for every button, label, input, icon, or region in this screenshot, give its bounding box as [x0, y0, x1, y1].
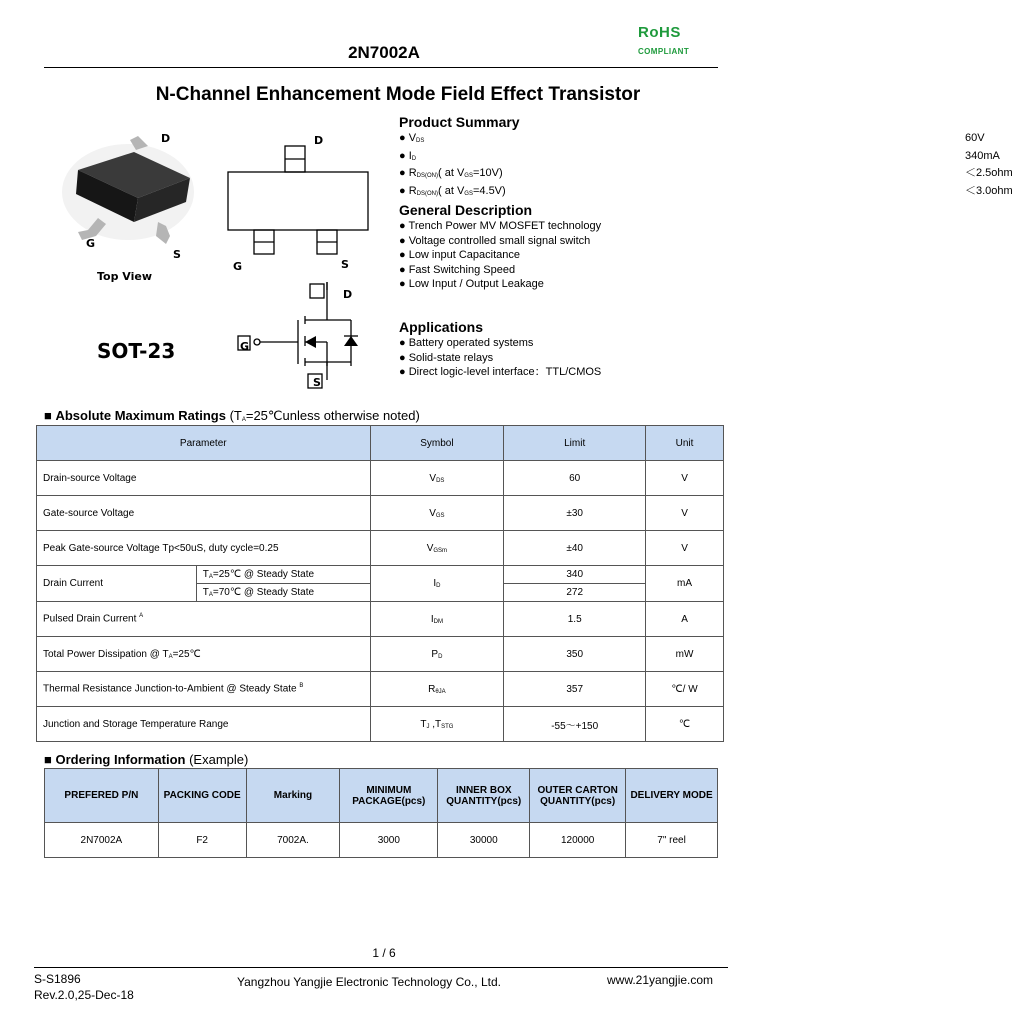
abs-max-heading: ■ Absolute Maximum Ratings ($T_A=25℃unless$ otherwise noted) — [44, 408, 420, 423]
col-parameter: Parameter — [37, 426, 371, 461]
list-item: ● Fast Switching Speed — [399, 263, 516, 276]
summary-value-rds-10v: ＜2.5ohm — [965, 167, 1013, 180]
col-unit: Unit — [646, 426, 724, 461]
summary-value-rds-4v5: ＜3.0ohm — [965, 184, 1013, 197]
table-header-row — [37, 426, 724, 461]
rohs-compliant-label: COMPLIANT — [638, 47, 690, 56]
table-row: Drain Current $T_A=25℃$ @ Steady State $I_D$ 340 mA — [37, 566, 724, 584]
package-photo — [58, 132, 198, 262]
applications-heading: Applications — [399, 319, 484, 335]
general-description-list — [399, 219, 601, 292]
col-limit: Limit — [504, 426, 646, 461]
table-row: Total Power Dissipation @ $T_A=25℃$ $P_D$ 350 mW — [37, 637, 724, 672]
table-row: Peak Gate-source Voltage Tp<50uS, duty cycle=0.25 $V_{GSm}$ ±40 V — [37, 531, 724, 566]
symbol-pin-d: D — [343, 288, 353, 301]
list-item: ● Trench Power MV MOSFET technology — [399, 220, 602, 232]
col-delivery-mode: DELIVERY MODE — [626, 769, 718, 823]
table-row: Junction and Storage Temperature Range $T_J$ $,T_{STG}$ -55～+150 ℃ — [37, 707, 724, 742]
symbol-pin-g: G — [240, 340, 250, 353]
summary-item-rds-4v5: ● $R_{DS(ON)}$( at $V_{GS}=4.5V$) ＜3.0ohm — [399, 184, 1013, 197]
company-url[interactable]: www.21yangjie.com — [607, 973, 714, 987]
table-row: Pulsed Drain Current $^A$ $I_{DM}$ 1.5 A — [37, 602, 724, 637]
summary-value-id: 340mA — [965, 149, 1000, 162]
revision: Rev.2.0,25-Dec-18 — [34, 988, 134, 1002]
table-row: Drain-source Voltage $V_{DS}$ 60 V — [37, 461, 724, 496]
page-title: N-Channel Enhancement Mode Field Effect Transistor — [155, 84, 641, 105]
rohs-logo: RoHS — [638, 24, 681, 41]
doc-id: S-S1896 — [34, 972, 81, 986]
page-number: 1 / 6 — [372, 946, 396, 960]
col-symbol: Symbol — [370, 426, 504, 461]
applications-list — [399, 336, 601, 380]
col-marking: Marking — [246, 769, 340, 823]
outline-pin-d: D — [314, 134, 324, 147]
list-item: ● Low Input / Output Leakage — [399, 278, 544, 291]
list-item: ● Voltage controlled small signal switch — [399, 234, 591, 247]
list-item: ● Direct logic-level interface：TTL/CMOS — [399, 366, 602, 379]
table-row: Thermal Resistance Junction-to-Ambient @ Steady State $^B$ $R_{\theta JA}$ 357 ℃/ W — [37, 672, 724, 707]
product-summary-list — [399, 131, 1013, 201]
symbol-pin-s: S — [313, 376, 321, 389]
col-packing-code: PACKING CODE — [158, 769, 246, 823]
abs-max-table — [36, 425, 724, 742]
col-minimum-package: MINIMUM PACKAGE(pcs) — [340, 769, 438, 823]
package-name: SOT-23 — [97, 339, 176, 363]
photo-pin-d: D — [161, 132, 171, 145]
table-row: $T_A=70℃$ @ Steady State 272 — [37, 584, 724, 602]
photo-pin-g: G — [86, 237, 96, 250]
outline-pin-g: G — [233, 260, 243, 273]
top-view-label: Top View — [97, 270, 153, 283]
ordering-heading: ■ Ordering Information (Example) — [44, 752, 249, 767]
summary-item-id: ● $I_D$ 340mA — [399, 149, 1000, 162]
list-item: ● Battery operated systems — [399, 337, 534, 349]
company-name: Yangzhou Yangjie Electronic Technology Co., Ltd. — [237, 975, 501, 989]
outline-pin-s: S — [341, 258, 349, 271]
table-row: 2N7002A F2 7002A. 3000 30000 120000 7" reel — [45, 823, 718, 858]
summary-item-rds-10v: ● $R_{DS(ON)}$( at $V_{GS}=10V$) ＜2.5ohm — [399, 167, 1013, 180]
product-summary-heading: Product Summary — [399, 114, 520, 130]
table-header-row — [45, 769, 718, 823]
col-prefered-pn: PREFERED P/N — [45, 769, 159, 823]
col-outer-carton: OUTER CARTON QUANTITY(pcs) — [530, 769, 626, 823]
package-outline — [224, 140, 374, 258]
summary-item-vds: ● $V_{DS}$ 60V — [399, 132, 985, 144]
table-row: Gate-source Voltage $V_{GS}$ ±30 V — [37, 496, 724, 531]
part-number: 2N7002A — [348, 43, 420, 62]
footer-divider — [34, 967, 728, 968]
photo-pin-s: S — [173, 248, 181, 261]
general-description-heading: General Description — [399, 202, 533, 218]
summary-value-vds: 60V — [965, 132, 985, 144]
header-divider — [44, 67, 718, 68]
list-item: ● Solid-state relays — [399, 351, 494, 364]
col-inner-box: INNER BOX QUANTITY(pcs) — [438, 769, 530, 823]
ordering-table — [44, 768, 718, 858]
list-item: ● Low input Capacitance — [399, 249, 520, 262]
